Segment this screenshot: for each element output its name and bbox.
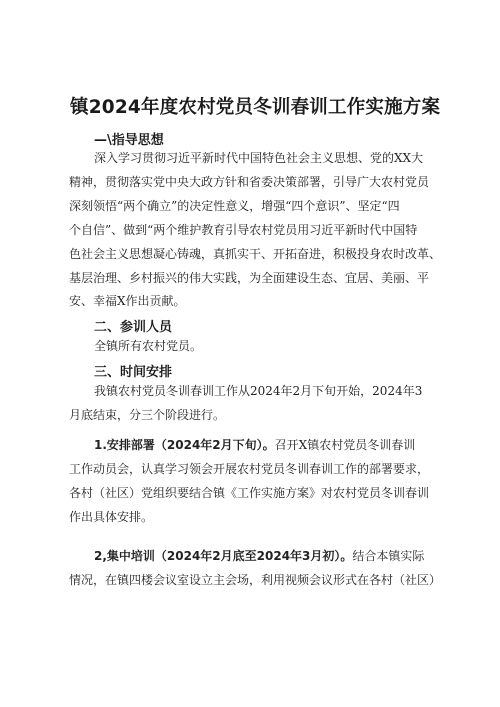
schedule-item-1 [69, 434, 439, 530]
text-line: 月底结束，分三个阶段进行。 [69, 407, 226, 422]
text-line: 工作动员会，认真学习领会开展农村党员冬训春训工作的部署要求， [69, 461, 430, 476]
text-line [94, 545, 439, 569]
text-line [94, 434, 439, 458]
text-line: 安、幸福X作出贡献。 [69, 294, 186, 309]
text-line: 各村（社区）党组织要结合镇《工作实施方案》对农村党员冬训春训 [69, 485, 430, 500]
text-line: 深刻领悟“两个确立”的决定性意义，增强“四个意识”、坚定“四 [69, 198, 400, 213]
text-line: 基层治理、乡村振兴的伟大实践，为全面建设生态、宜居、美丽、平 [69, 270, 430, 285]
document-title: 镇2024年度农村党员冬训春训工作实施方案 [70, 97, 441, 118]
text-line: 色社会主义思想凝心铸魂，真抓实干、开拓奋进，积极投身农时改革、 [69, 246, 442, 261]
text-line: 个自信”、做到“两个维护教育引导农村党员用习近平新时代中国特 [69, 222, 418, 237]
section-guiding-thought-body [69, 147, 442, 314]
section-heading-guiding-thought: —\指导思想 [94, 133, 164, 148]
text-line: 情况，在镇四楼会议室设立主会场，利用视频会议形式在各村（社区） [69, 572, 442, 587]
schedule-item-1-first-text: 召开X镇农村党员冬训春训 [274, 438, 416, 452]
section-participants-body [94, 335, 439, 359]
section-schedule-intro [69, 380, 439, 428]
schedule-item-2-heading: 2,集中培训（2024年2月底至2024年3月初）。 [94, 549, 353, 563]
section-heading-participants: 二、参训人员 [94, 320, 173, 335]
schedule-item-2-first-text: 结合本镇实际 [352, 549, 425, 563]
text-line: 作出具体安排。 [69, 509, 154, 524]
text-line: 我镇农村党员冬训春训工作从2024年2月下旬开始，2024年3 [94, 384, 423, 398]
schedule-item-2 [69, 545, 442, 593]
schedule-item-1-heading: 1.安排部署（2024年2月下旬）。 [94, 438, 275, 452]
section-heading-schedule: 三、时间安排 [94, 365, 173, 380]
text-line: 精神，贯彻落实党中央大政方针和省委决策部署，引导广大农村党员 [69, 174, 430, 189]
text-line: 全镇所有农村党员。 [94, 339, 203, 353]
text-line: 深入学习贯彻习近平新时代中国特色社会主义思想、党的XX大 [94, 151, 424, 165]
